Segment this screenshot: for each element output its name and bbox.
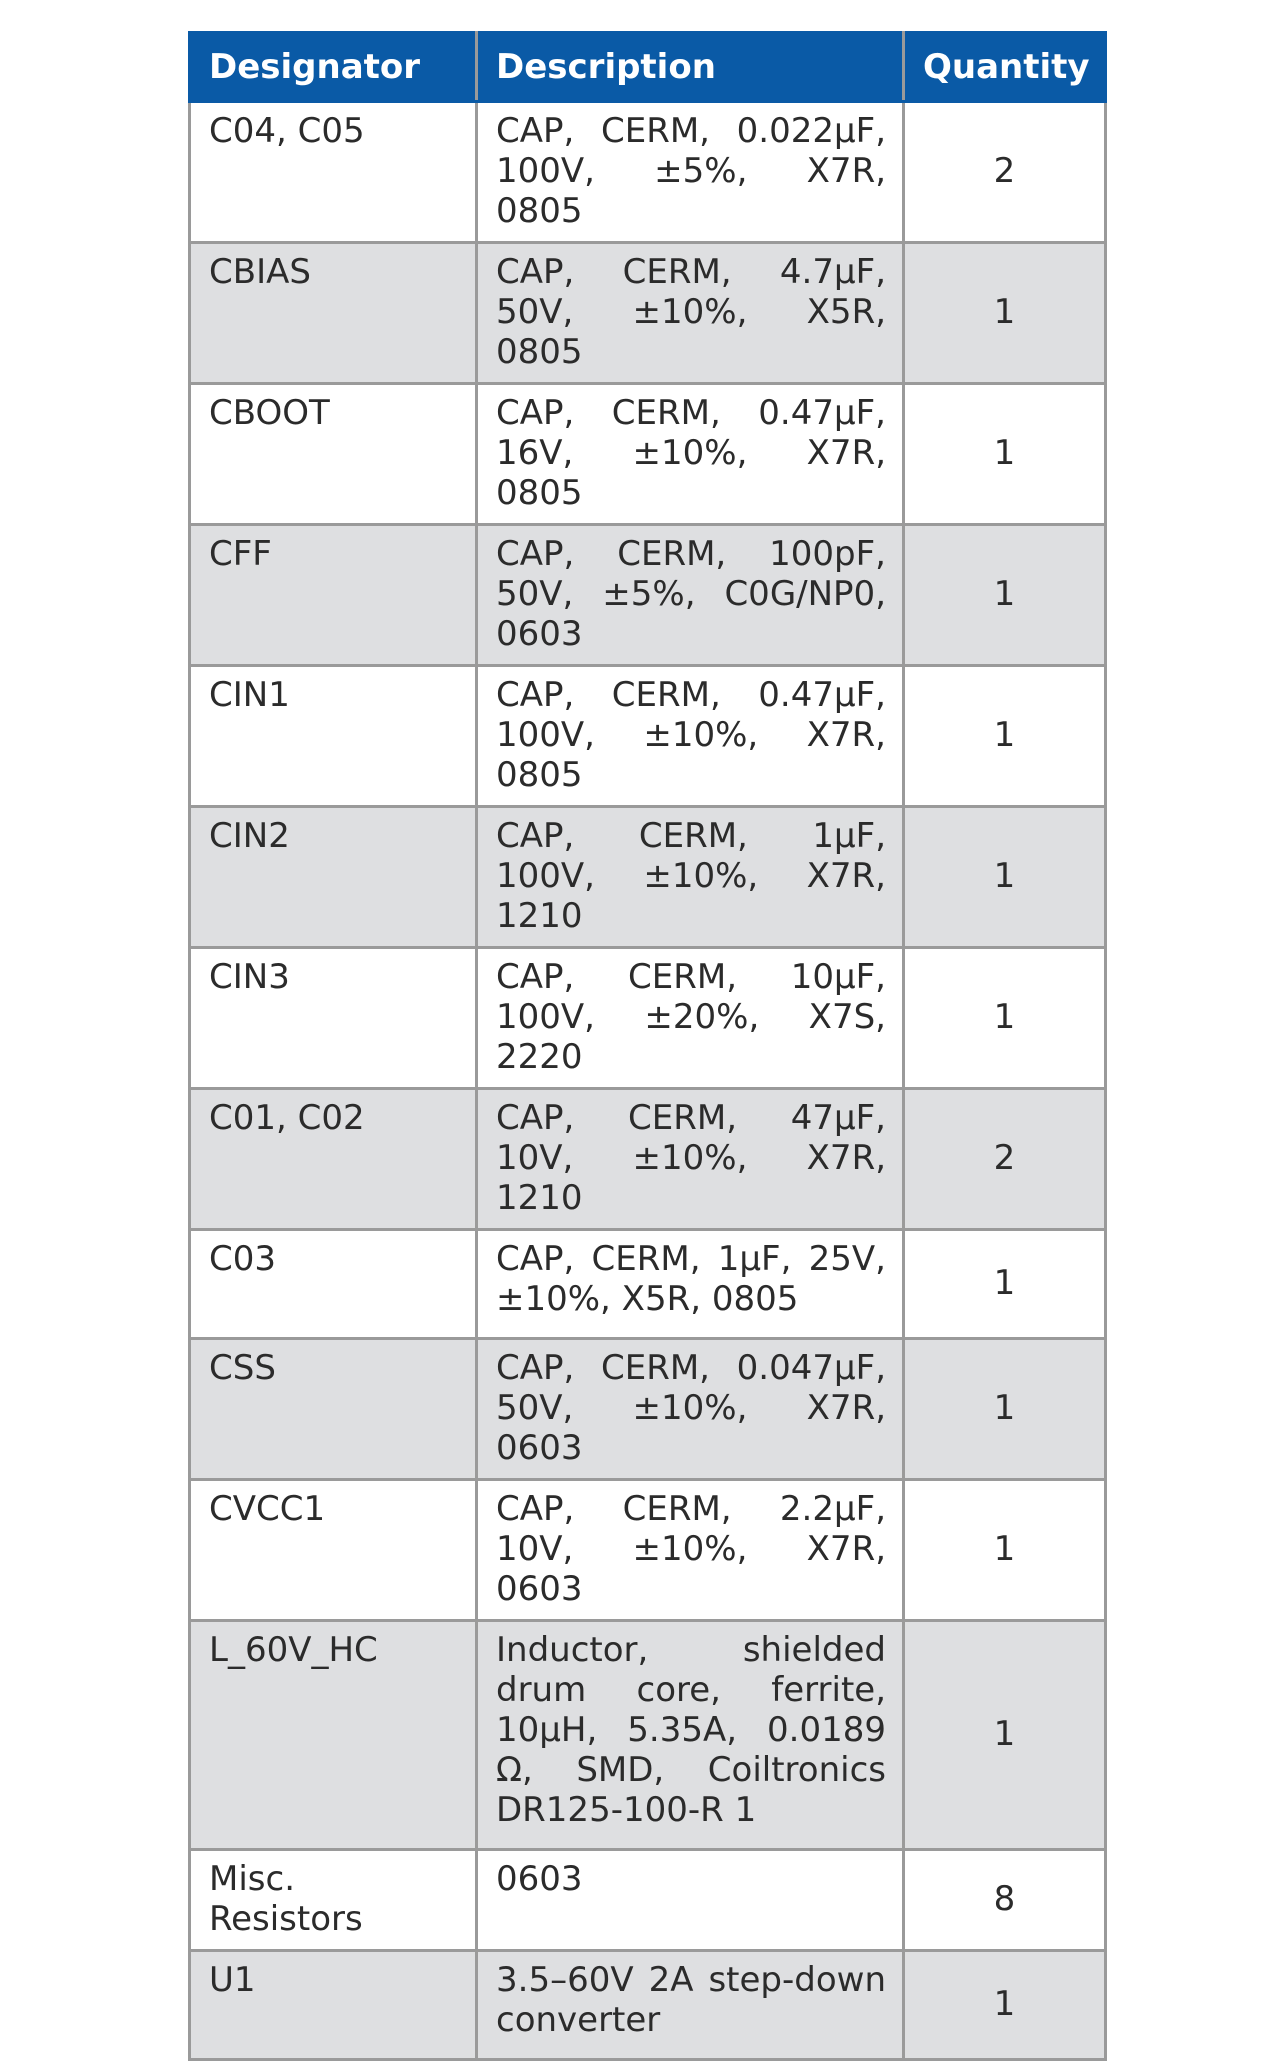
designator-cell: CBOOT bbox=[190, 384, 477, 525]
description-cell: CAP, CERM, 2.2µF, 10V, ±10%, X7R, 0603 bbox=[477, 1480, 904, 1621]
table-row bbox=[190, 1230, 1106, 1339]
description-cell: CAP, CERM, 0.47µF, 100V, ±10%, X7R, 0805 bbox=[477, 666, 904, 807]
table-row bbox=[190, 666, 1106, 807]
description-cell: CAP, CERM, 10µF, 100V, ±20%, X7S, 2220 bbox=[477, 948, 904, 1089]
quantity-cell: 1 bbox=[904, 948, 1106, 1089]
designator-cell: CIN3 bbox=[190, 948, 477, 1089]
table-row bbox=[190, 1951, 1106, 2060]
quantity-cell: 8 bbox=[904, 1850, 1106, 1951]
table-row bbox=[190, 807, 1106, 948]
quantity-cell: 1 bbox=[904, 525, 1106, 666]
designator-column-header: Designator bbox=[190, 33, 477, 102]
description-cell: CAP, CERM, 4.7µF, 50V, ±10%, X5R, 0805 bbox=[477, 243, 904, 384]
description-cell: CAP, CERM, 0.022µF, 100V, ±5%, X7R, 0805 bbox=[477, 102, 904, 243]
table-row bbox=[190, 384, 1106, 525]
quantity-cell: 1 bbox=[904, 1621, 1106, 1850]
designator-cell: CVCC1 bbox=[190, 1480, 477, 1621]
designator-cell: L_60V_HC bbox=[190, 1621, 477, 1850]
description-cell: CAP, CERM, 1µF, 25V, ±10%, X5R, 0805 bbox=[477, 1230, 904, 1339]
quantity-column-header: Quantity bbox=[904, 33, 1106, 102]
description-cell: Inductor, shielded drum core, ferrite, 10µH, 5.35A, 0.0189 Ω, SMD, Coiltronics DR125-100-R 1 bbox=[477, 1621, 904, 1850]
quantity-cell: 1 bbox=[904, 807, 1106, 948]
description-cell: 0603 bbox=[477, 1850, 904, 1951]
quantity-cell: 1 bbox=[904, 1339, 1106, 1480]
designator-cell: CBIAS bbox=[190, 243, 477, 384]
designator-cell: CIN2 bbox=[190, 807, 477, 948]
designator-cell: CIN1 bbox=[190, 666, 477, 807]
description-cell: 3.5–60V 2A step-down converter bbox=[477, 1951, 904, 2060]
designator-cell: C01, C02 bbox=[190, 1089, 477, 1230]
designator-cell: U1 bbox=[190, 1951, 477, 2060]
designator-cell: CFF bbox=[190, 525, 477, 666]
description-cell: CAP, CERM, 1µF, 100V, ±10%, X7R, 1210 bbox=[477, 807, 904, 948]
table-row bbox=[190, 1850, 1106, 1951]
table-row bbox=[190, 102, 1106, 243]
table-row bbox=[190, 948, 1106, 1089]
bill-of-materials-table bbox=[188, 31, 1107, 2061]
quantity-cell: 2 bbox=[904, 1089, 1106, 1230]
quantity-cell: 1 bbox=[904, 243, 1106, 384]
description-column-header: Description bbox=[477, 33, 904, 102]
table-row bbox=[190, 243, 1106, 384]
quantity-cell: 2 bbox=[904, 102, 1106, 243]
quantity-cell: 1 bbox=[904, 1230, 1106, 1339]
quantity-cell: 1 bbox=[904, 384, 1106, 525]
table-row bbox=[190, 1089, 1106, 1230]
description-cell: CAP, CERM, 0.047µF, 50V, ±10%, X7R, 0603 bbox=[477, 1339, 904, 1480]
designator-cell: C04, C05 bbox=[190, 102, 477, 243]
quantity-cell: 1 bbox=[904, 666, 1106, 807]
description-cell: CAP, CERM, 0.47µF, 16V, ±10%, X7R, 0805 bbox=[477, 384, 904, 525]
quantity-cell: 1 bbox=[904, 1480, 1106, 1621]
designator-cell: Misc. Resistors bbox=[190, 1850, 477, 1951]
table-header-row bbox=[190, 33, 1106, 102]
table-row bbox=[190, 1339, 1106, 1480]
table-row bbox=[190, 1480, 1106, 1621]
description-cell: CAP, CERM, 100pF, 50V, ±5%, C0G/NP0, 0603 bbox=[477, 525, 904, 666]
description-cell: CAP, CERM, 47µF, 10V, ±10%, X7R, 1210 bbox=[477, 1089, 904, 1230]
designator-cell: C03 bbox=[190, 1230, 477, 1339]
quantity-cell: 1 bbox=[904, 1951, 1106, 2060]
table-row bbox=[190, 1621, 1106, 1850]
designator-cell: CSS bbox=[190, 1339, 477, 1480]
table-row bbox=[190, 525, 1106, 666]
